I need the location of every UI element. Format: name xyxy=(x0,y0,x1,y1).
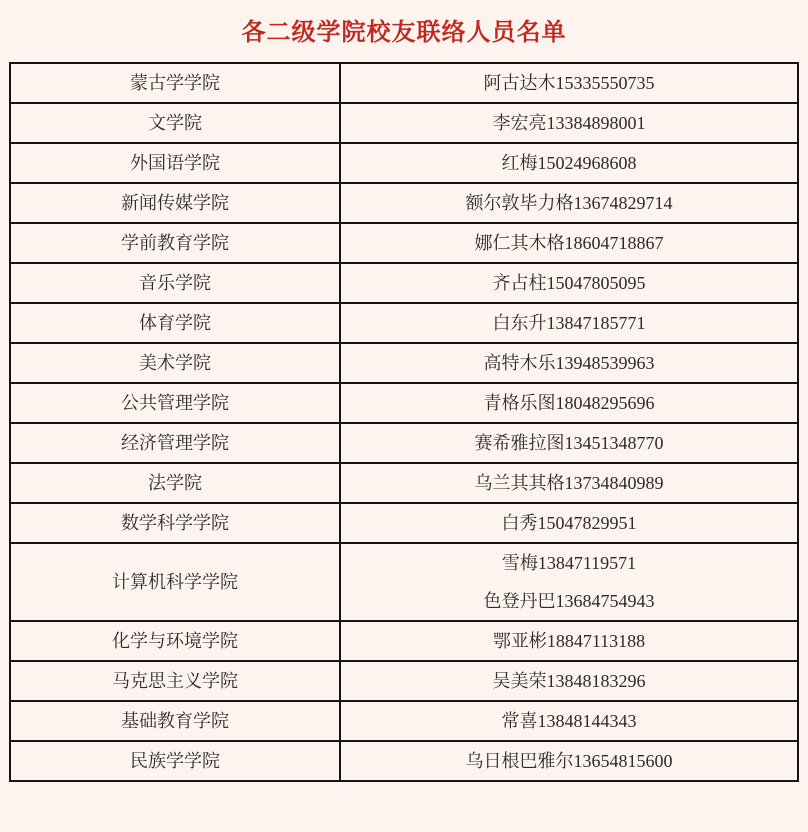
contact-line: 常喜13848144343 xyxy=(501,711,637,731)
contact-line: 齐占柱15047805095 xyxy=(492,273,646,293)
college-cell: 公共管理学院 xyxy=(10,383,340,423)
contact-line: 吴美荣13848183296 xyxy=(492,671,646,691)
college-cell: 学前教育学院 xyxy=(10,223,340,263)
contact-cell xyxy=(340,543,798,621)
table-row xyxy=(10,343,798,383)
table-row xyxy=(10,223,798,263)
college-cell: 化学与环境学院 xyxy=(10,621,340,661)
table-row xyxy=(10,543,798,621)
table-row xyxy=(10,621,798,661)
college-cell: 体育学院 xyxy=(10,303,340,343)
table-row xyxy=(10,661,798,701)
contact-line: 乌日根巴雅尔13654815600 xyxy=(465,751,673,771)
college-cell: 外国语学院 xyxy=(10,143,340,183)
contact-line: 赛希雅拉图13451348770 xyxy=(474,433,664,453)
contact-cell xyxy=(340,143,798,183)
table-body xyxy=(10,63,798,781)
contact-cell xyxy=(340,303,798,343)
contact-cell xyxy=(340,263,798,303)
contact-cell xyxy=(340,343,798,383)
contact-cell xyxy=(340,423,798,463)
contact-cell xyxy=(340,621,798,661)
contact-cell xyxy=(340,661,798,701)
contact-cell xyxy=(340,183,798,223)
table-row xyxy=(10,701,798,741)
contact-cell xyxy=(340,383,798,423)
contact-cell xyxy=(340,503,798,543)
college-cell: 数学科学学院 xyxy=(10,503,340,543)
college-cell: 法学院 xyxy=(10,463,340,503)
contact-line: 白秀15047829951 xyxy=(501,513,637,533)
contact-line: 色登丹巴13684754943 xyxy=(483,591,655,611)
contact-line: 娜仁其木格18604718867 xyxy=(474,233,664,253)
table-row xyxy=(10,383,798,423)
table-row xyxy=(10,143,798,183)
table-row xyxy=(10,103,798,143)
contact-line: 白东升13847185771 xyxy=(492,313,646,333)
college-cell: 民族学学院 xyxy=(10,741,340,781)
contact-cell xyxy=(340,103,798,143)
contact-line: 鄂亚彬18847113188 xyxy=(492,631,646,651)
table-row xyxy=(10,263,798,303)
page-title: 各二级学院校友联络人员名单 xyxy=(241,19,567,46)
college-cell: 新闻传媒学院 xyxy=(10,183,340,223)
table-row xyxy=(10,463,798,503)
contact-line: 红梅15024968608 xyxy=(501,153,637,173)
contact-line: 阿古达木15335550735 xyxy=(483,73,655,93)
contact-line: 李宏亮13384898001 xyxy=(492,113,646,133)
table-row xyxy=(10,423,798,463)
contact-line: 雪梅13847119571 xyxy=(501,553,637,573)
contact-line: 高特木乐13948539963 xyxy=(483,353,655,373)
college-cell: 经济管理学院 xyxy=(10,423,340,463)
college-cell: 马克思主义学院 xyxy=(10,661,340,701)
contact-cell xyxy=(340,223,798,263)
table-row xyxy=(10,741,798,781)
table-row xyxy=(10,63,798,103)
contact-cell xyxy=(340,741,798,781)
table-row xyxy=(10,303,798,343)
college-cell: 文学院 xyxy=(10,103,340,143)
alumni-contact-table xyxy=(9,62,799,782)
table-row xyxy=(10,183,798,223)
contact-line: 青格乐图18048295696 xyxy=(483,393,655,413)
college-cell: 计算机科学学院 xyxy=(10,543,340,621)
contact-line: 额尔敦毕力格13674829714 xyxy=(465,193,673,213)
contact-cell xyxy=(340,701,798,741)
college-cell: 音乐学院 xyxy=(10,263,340,303)
contact-cell xyxy=(340,463,798,503)
college-cell: 美术学院 xyxy=(10,343,340,383)
contact-line: 乌兰其其格13734840989 xyxy=(474,473,664,493)
college-cell: 蒙古学学院 xyxy=(10,63,340,103)
college-cell: 基础教育学院 xyxy=(10,701,340,741)
table-row xyxy=(10,503,798,543)
contact-cell xyxy=(340,63,798,103)
